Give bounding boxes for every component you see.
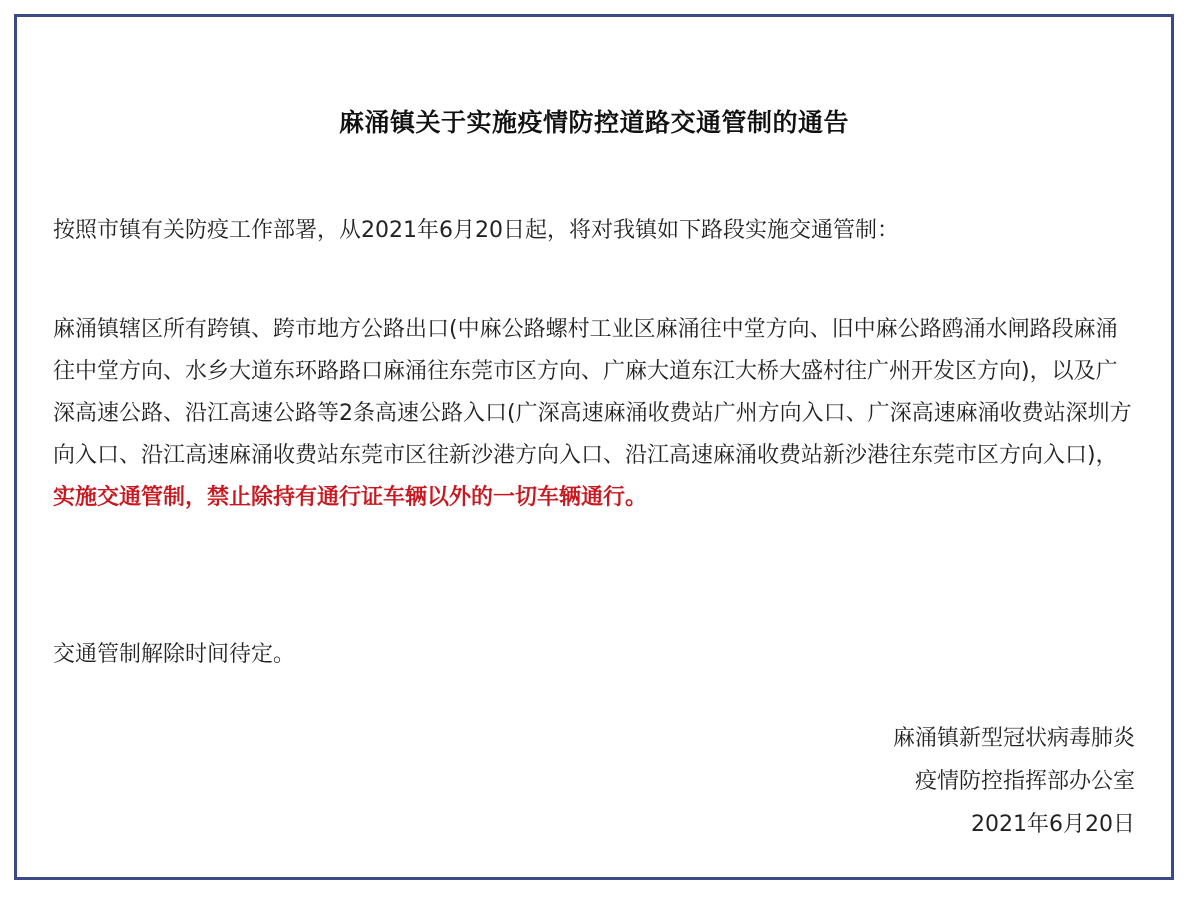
- notice-frame: [14, 14, 1174, 880]
- signature-date: 2021年6月20日: [971, 812, 1135, 837]
- signature-block: [893, 717, 1135, 846]
- signature-line-1: 麻涌镇新型冠状病毒肺炎: [892, 726, 1135, 751]
- body-paragraph: [53, 309, 1135, 519]
- body-text: 麻涌镇辖区所有跨镇、跨市地方公路出口(中麻公路螺村工业区麻涌往中堂方向、旧中麻公路鸥涌水闸路段麻涌往中堂方向、水乡大道东环路路口麻涌往东莞市区方向、广麻大道东江大桥大盛村往广州开发区方向)，以及广深高速公路、沿江高速公路等2条高速公路入口(广深高速麻涌收费站广州方向入口、广深高速麻涌收费站深圳方向入口、沿江高速麻涌收费站东莞市区往新沙港方向入口、沿江高速麻涌收费站新沙港往东莞市区方向入口)，: [53, 317, 1132, 468]
- closing-paragraph: 交通管制解除时间待定。: [53, 642, 296, 667]
- body-highlight: 实施交通管制，禁止除持有通行证车辆以外的一切车辆通行。: [53, 485, 648, 510]
- signature-line-2: 疫情防控指挥部办公室: [914, 769, 1135, 794]
- notice-title: 麻涌镇关于实施疫情防控道路交通管制的通告: [338, 108, 849, 137]
- intro-paragraph: 按照市镇有关防疫工作部署，从2021年6月20日起，将对我镇如下路段实施交通管制：: [53, 218, 899, 243]
